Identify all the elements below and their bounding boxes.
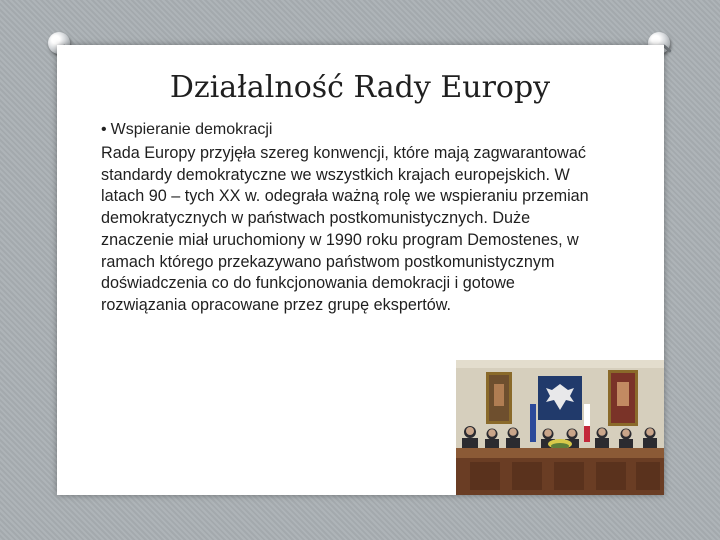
bullet-heading: Wspieranie demokracji [110, 121, 273, 138]
body-paragraph: Rada Europy przyjęła szereg konwencji, które mają zagwarantować standardy demokratyczne we wszystkich krajach europejskich. W latach 90 – tych XX w. odegrała ważną rolę we wspieraniu przemian demokratycznych w państwach postkomunistycznych. Duże znaczenie miał uruchomiony w 1990 roku program Demostenes, w ramach którego przekazywano państwom postkomunistycznym doświadczenia co do funkcjonowania demokracji i gotowe rozwiązania opracowane przez grupę ekspertów. [101, 144, 589, 314]
bullet-heading-row [101, 121, 601, 139]
conference-photo [456, 360, 664, 495]
slide-title: Działalność Rady Europy [169, 70, 551, 105]
bullet-marker: • [101, 121, 107, 138]
